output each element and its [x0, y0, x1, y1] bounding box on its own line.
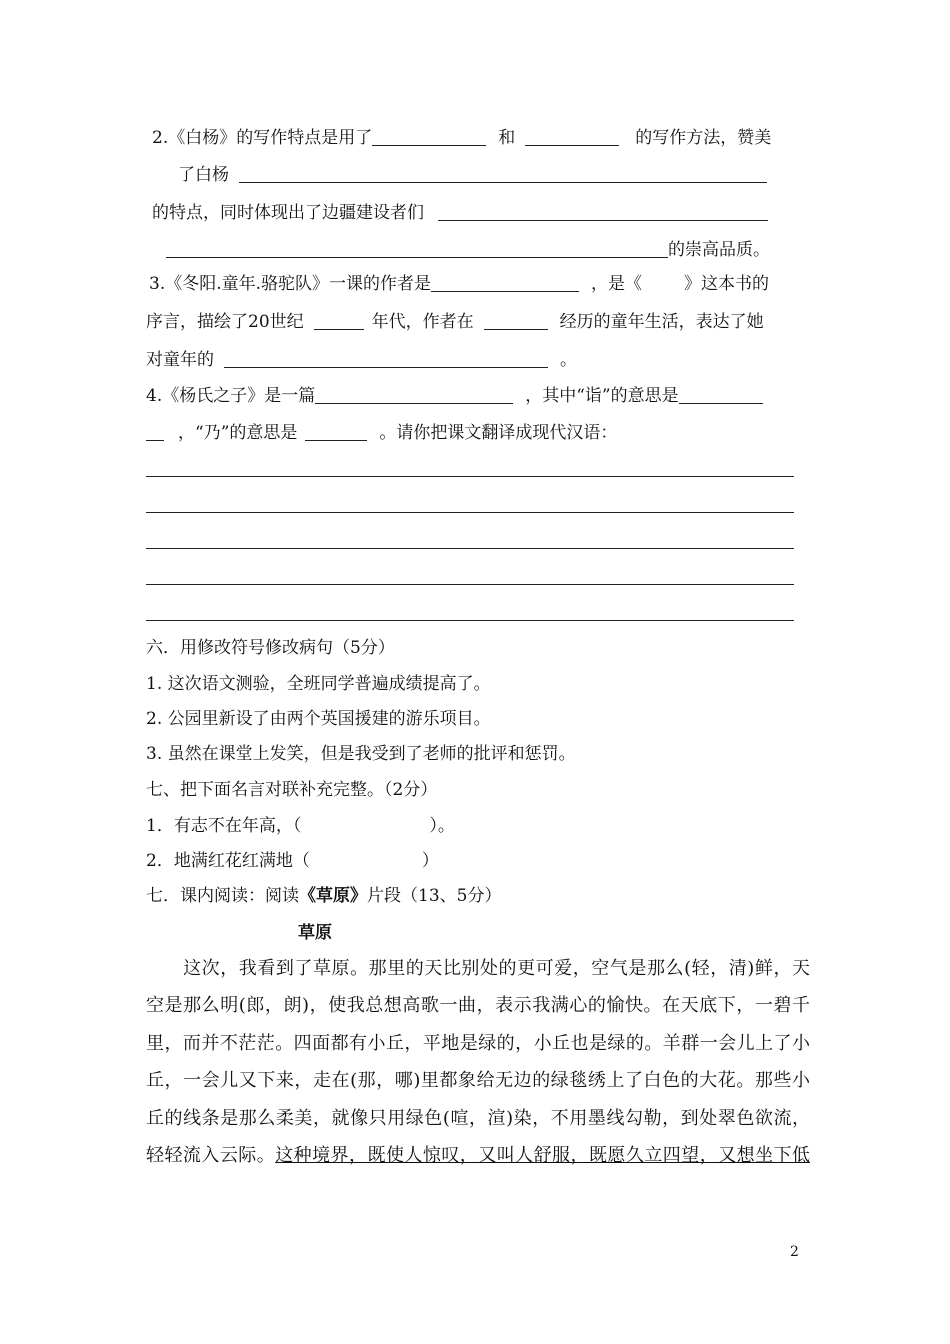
passage-line-2: 空是那么明(郎，朗)，使我总想高歌一曲，表示我满心的愉快。在天底下，一碧千 [146, 995, 810, 1017]
passage-line-1: 这次，我看到了草原。那里的天比别处的更可爱，空气是那么(轻，清)鲜，天 [146, 958, 810, 979]
sec6-item-1: 1. 这次语文测验，全班同学普遍成绩提高了。 [146, 674, 491, 694]
q4-blank-nai[interactable] [305, 422, 367, 441]
translation-line-5[interactable] [146, 620, 794, 621]
passage-line-6: 轻轻流入云际。这种境界，既使人惊叹，又叫人舒服，既愿久立四望，又想坐下低 [146, 1145, 811, 1167]
q2-blank-1[interactable] [372, 127, 486, 146]
translation-line-2[interactable] [146, 512, 794, 513]
q4-blank-yi-cont[interactable] [146, 422, 164, 441]
sec7a-title: 七、把下面名言对联补充完整。（2分） [146, 780, 438, 800]
translation-line-4[interactable] [146, 584, 794, 585]
sec6-item-3: 3. 虽然在课堂上发笑，但是我受到了老师的批评和惩罚。 [146, 744, 576, 764]
q4-line1: 4.《杨氏之子》是一篇 ，其中“诣”的意思是 [146, 385, 763, 407]
sec7a-item-1: 1．有志不在年高，（ ）。 [146, 816, 455, 836]
passage-line-5: 丘的线条是那么柔美，就像只用绿色(喧，渲)染，不用墨线勾勒，到处翠色欲流， [146, 1107, 810, 1129]
passage [146, 950, 810, 1174]
passage-line-3: 里，而并不茫茫。四面都有小丘，平地是绿的，小丘也是绿的。羊群一会儿上了小 [146, 1032, 810, 1054]
sec6-item-2: 2. 公园里新设了由两个英国援建的游乐项目。 [146, 709, 491, 729]
q4-line2: ，“乃”的意思是 。请你把课文翻译成现代汉语： [146, 422, 617, 444]
q4-blank-genre[interactable] [315, 385, 513, 404]
page-number: 2 [790, 1244, 799, 1260]
q4-blank-yi[interactable] [679, 385, 763, 404]
q3-blank-feeling[interactable] [224, 349, 548, 368]
passage-title: 草原 [298, 923, 332, 943]
q3-blank-author[interactable] [431, 273, 579, 292]
passage-line-4: 丘，一会儿又下来，走在(那，哪)里都象给无边的绿毯绣上了白色的大花。那些小 [146, 1070, 810, 1092]
q3-blank-decade[interactable] [314, 311, 364, 330]
underlined-sentence: 这种境界，既使人惊叹，又叫人舒服，既愿久立四望，又想坐下低 [275, 1145, 811, 1167]
sec7b-title: 七．课内阅读：阅读《草原》片段（13、5分） [146, 886, 502, 906]
q3-blank-place[interactable] [484, 311, 548, 330]
q2-line1: 2.《白杨》的写作特点是用了 和 的写作方法，赞美 [152, 128, 772, 148]
translation-line-1[interactable] [146, 476, 794, 477]
q2-line3: 的特点，同时体现出了边疆建设者们 [152, 202, 768, 224]
sec7a-item-2: 2．地满红花红满地（ ） [146, 851, 439, 871]
translation-line-3[interactable] [146, 548, 794, 549]
q2-blank-4[interactable] [438, 202, 768, 221]
q2-line4: 的崇高品质。 [166, 239, 770, 261]
q2-blank-5[interactable] [166, 239, 668, 258]
q3-line1: 3.《冬阳.童年.骆驼队》一课的作者是 ，是《 》这本书的 [149, 274, 770, 294]
q3-line3: 对童年的 。 [146, 350, 577, 370]
sec6-title: 六．用修改符号修改病句（5分） [146, 638, 395, 658]
q3-line2: 序言，描绘了20世纪 年代，作者在 经历的童年生活，表达了她 [146, 312, 764, 332]
q2-line2: 了白杨 [178, 164, 767, 186]
q2-blank-3[interactable] [239, 164, 767, 183]
q2-blank-2[interactable] [525, 127, 619, 146]
